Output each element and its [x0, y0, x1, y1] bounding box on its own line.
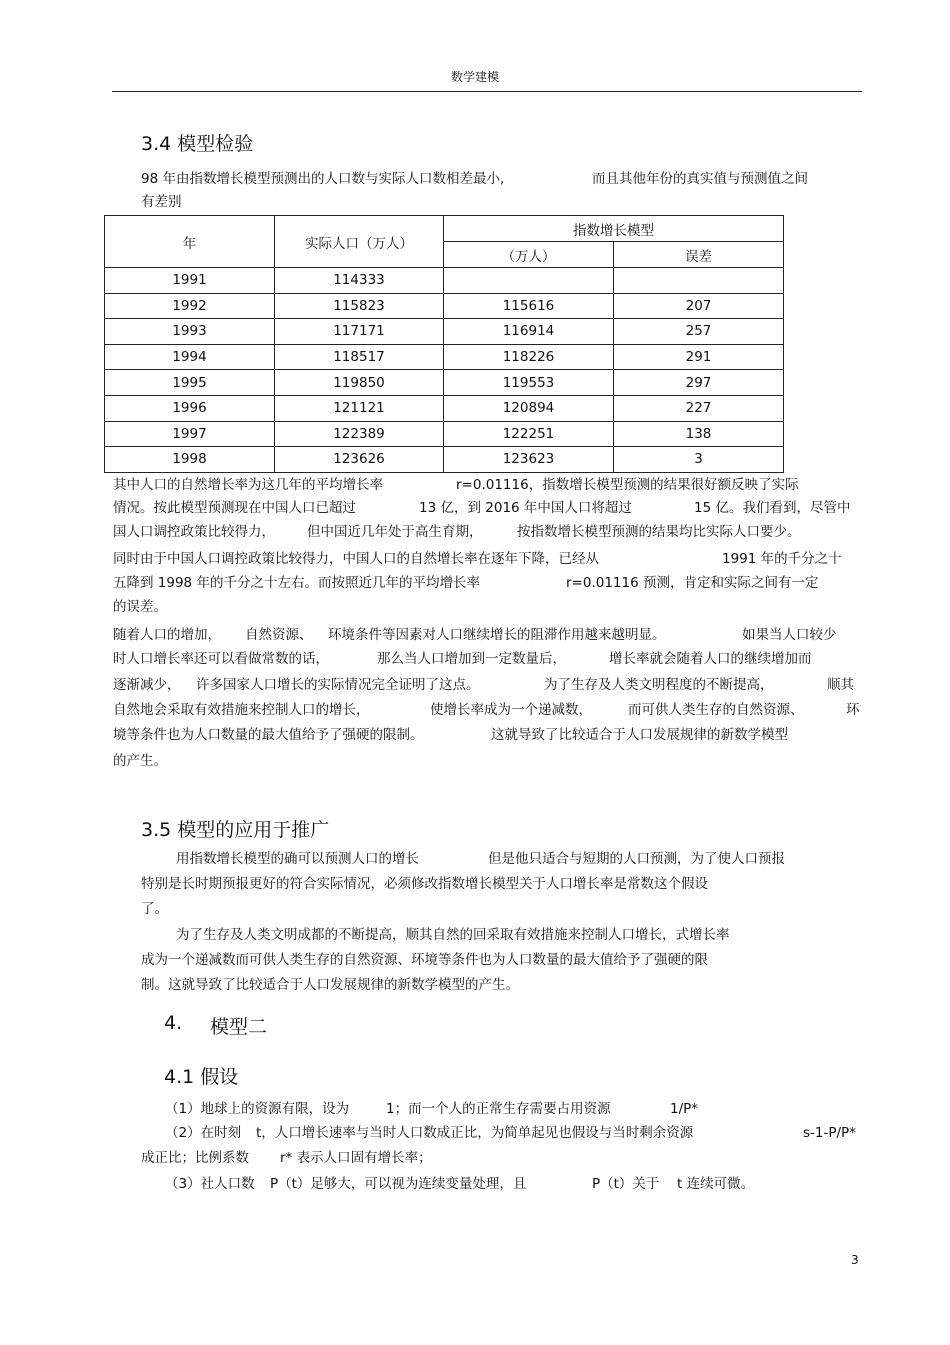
- table-row: [105, 370, 784, 396]
- body-text: 但中国近几年处于高生育期，: [307, 524, 483, 540]
- cell-actual: 119850: [275, 370, 444, 396]
- assumption-text: （3）社人口数: [165, 1176, 255, 1192]
- body-text: 这就导致了比较适合于人口发展规律的新数学模型: [491, 727, 788, 743]
- cell-predicted: 116914: [444, 319, 614, 345]
- assumption-text: t，人口增长速率与当时人口数成正比，为简单起见也假设与当时剩余资源: [256, 1125, 694, 1141]
- cell-error: 227: [614, 395, 784, 421]
- header-year: 年: [105, 216, 275, 268]
- body-text: 的误差。: [113, 599, 167, 615]
- cell-actual: 117171: [275, 319, 444, 345]
- cell-predicted: 123623: [444, 447, 614, 473]
- page-header: 数学建模: [450, 70, 499, 84]
- table-row: [105, 395, 784, 421]
- assumption-text: （2）在时刻: [165, 1125, 242, 1141]
- intro-text: 有差别: [141, 194, 182, 210]
- assumption-text: 成正比；比例系数: [141, 1150, 249, 1166]
- body-text: 其中人口的自然增长率为这几年的平均增长率: [113, 477, 383, 493]
- cell-actual: 122389: [275, 421, 444, 447]
- body-text: 成为一个递减数而可供人类生存的自然资源、环境等条件也为人口数量的最大值给予了强硬的限: [141, 952, 708, 968]
- body-text: 环: [846, 702, 860, 718]
- body-text: 的产生。: [113, 753, 167, 769]
- body-text: 情况。按此模型预测现在中国人口已超过: [113, 500, 356, 516]
- intro-text: 98 年由指数增长模型预测出的人口数与实际人口数相差最小,: [141, 171, 505, 187]
- assumption-text: 1；而一个人的正常生存需要占用资源: [386, 1101, 611, 1117]
- body-text: 那么当人口增加到一定数量后，: [377, 651, 566, 667]
- assumption-text: s-1-P/P*: [803, 1125, 856, 1141]
- assumption-text: 1/P*: [670, 1101, 699, 1117]
- cell-actual: 118517: [275, 344, 444, 370]
- body-text: 为了生存及人类文明成都的不断提高，顺其自然的回采取有效措施来控制人口增长，式增长率: [176, 927, 730, 943]
- table-row: [105, 293, 784, 319]
- cell-year: 1997: [105, 421, 275, 447]
- body-text: 13 亿，到 2016 年中国人口将超过: [419, 500, 632, 516]
- body-text: r=0.01116，指数增长模型预测的结果很好额反映了实际: [456, 477, 799, 493]
- body-text: 自然地会采取有效措施来控制人口的增长，: [113, 702, 370, 718]
- cell-year: 1996: [105, 395, 275, 421]
- body-text: 用指数增长模型的确可以预测人口的增长: [176, 851, 419, 867]
- body-text: 为了生存及人类文明程度的不断提高，: [544, 677, 774, 693]
- body-text: 15 亿。我们看到，尽管中: [694, 500, 851, 516]
- body-text: 随着人口的增加，: [113, 627, 221, 643]
- cell-year: 1993: [105, 319, 275, 345]
- body-text: 了。: [141, 901, 168, 917]
- body-text: 国人口调控政策比较得力，: [113, 524, 275, 540]
- section-3-5-heading: 3.5 模型的应用于推广: [141, 819, 330, 841]
- body-text: 自然资源、: [245, 627, 313, 643]
- body-text: 许多国家人口增长的实际情况完全证明了这点。: [196, 677, 480, 693]
- cell-error: [614, 268, 784, 294]
- cell-actual: 123626: [275, 447, 444, 473]
- table-row: [105, 344, 784, 370]
- page-number: 3: [851, 1253, 859, 1267]
- body-text: 特别是长时期预报更好的符合实际情况，必须修改指数增长模型关于人口增长率是常数这个假设: [141, 876, 708, 892]
- cell-year: 1992: [105, 293, 275, 319]
- section-4-1-heading: 4.1 假设: [164, 1066, 239, 1088]
- assumption-text: P（t）足够大，可以视为连续变量处理，且: [270, 1176, 527, 1192]
- body-text: 如果当人口较少: [742, 627, 837, 643]
- cell-year: 1998: [105, 447, 275, 473]
- table-row: [105, 421, 784, 447]
- intro-text: 而且其他年份的真实值与预测值之间: [592, 171, 808, 187]
- body-text: 增长率就会随着人口的继续增加而: [609, 651, 812, 667]
- body-text: 但是他只适合与短期的人口预测，为了使人口预报: [488, 851, 785, 867]
- body-text: 顺其: [827, 677, 854, 693]
- cell-year: 1991: [105, 268, 275, 294]
- body-text: r=0.01116 预测，肯定和实际之间有一定: [566, 575, 819, 591]
- section-4-title: 模型二: [210, 1016, 268, 1038]
- body-text: 五降到 1998 年的千分之十左右。而按照近几年的平均增长率: [113, 575, 480, 591]
- section-4-number: 4.: [164, 1012, 183, 1034]
- body-text: 境等条件也为人口数量的最大值给予了强硬的限制。: [113, 727, 424, 743]
- cell-actual: 115823: [275, 293, 444, 319]
- cell-actual: 121121: [275, 395, 444, 421]
- cell-year: 1995: [105, 370, 275, 396]
- body-text: 时人口增长率还可以看做常数的话，: [113, 651, 329, 667]
- cell-error: 138: [614, 421, 784, 447]
- cell-predicted: 120894: [444, 395, 614, 421]
- assumption-text: t 连续可微。: [677, 1176, 755, 1192]
- body-text: 逐渐减少，: [113, 677, 181, 693]
- body-text: 同时由于中国人口调控政策比较得力，中国人口的自然增长率在逐年下降，已经从: [113, 551, 599, 567]
- header-actual: 实际人口（万人）: [275, 216, 444, 268]
- cell-predicted: 119553: [444, 370, 614, 396]
- table-row: [105, 447, 784, 473]
- cell-error: 297: [614, 370, 784, 396]
- body-text: 按指数增长模型预测的结果均比实际人口要少。: [517, 524, 801, 540]
- table-row: [105, 319, 784, 345]
- cell-year: 1994: [105, 344, 275, 370]
- table-row: [105, 268, 784, 294]
- body-text: 使增长率成为一个递减数，: [430, 702, 592, 718]
- table-header-row: [105, 216, 784, 242]
- cell-error: 207: [614, 293, 784, 319]
- cell-error: 257: [614, 319, 784, 345]
- body-text: 1991 年的千分之十: [722, 551, 842, 567]
- header-error: 误差: [614, 242, 784, 268]
- cell-predicted: [444, 268, 614, 294]
- header-divider: [112, 91, 862, 92]
- cell-predicted: 118226: [444, 344, 614, 370]
- section-3-4-heading: 3.4 模型检验: [141, 133, 254, 155]
- header-model: 指数增长模型: [444, 216, 784, 242]
- cell-error: 3: [614, 447, 784, 473]
- body-text: 而可供人类生存的自然资源、: [628, 702, 804, 718]
- assumption-text: （1）地球上的资源有限，设为: [165, 1101, 350, 1117]
- cell-predicted: 115616: [444, 293, 614, 319]
- assumption-text: r* 表示人口固有增长率；: [280, 1150, 432, 1166]
- body-text: 环境条件等因素对人口继续增长的阻滞作用越来越明显。: [328, 627, 666, 643]
- cell-actual: 114333: [275, 268, 444, 294]
- cell-predicted: 122251: [444, 421, 614, 447]
- population-table: [104, 215, 784, 473]
- cell-error: 291: [614, 344, 784, 370]
- body-text: 制。这就导致了比较适合于人口发展规律的新数学模型的产生。: [141, 977, 519, 993]
- assumption-text: P（t）关于: [592, 1176, 660, 1192]
- header-model-unit: （万人）: [444, 242, 614, 268]
